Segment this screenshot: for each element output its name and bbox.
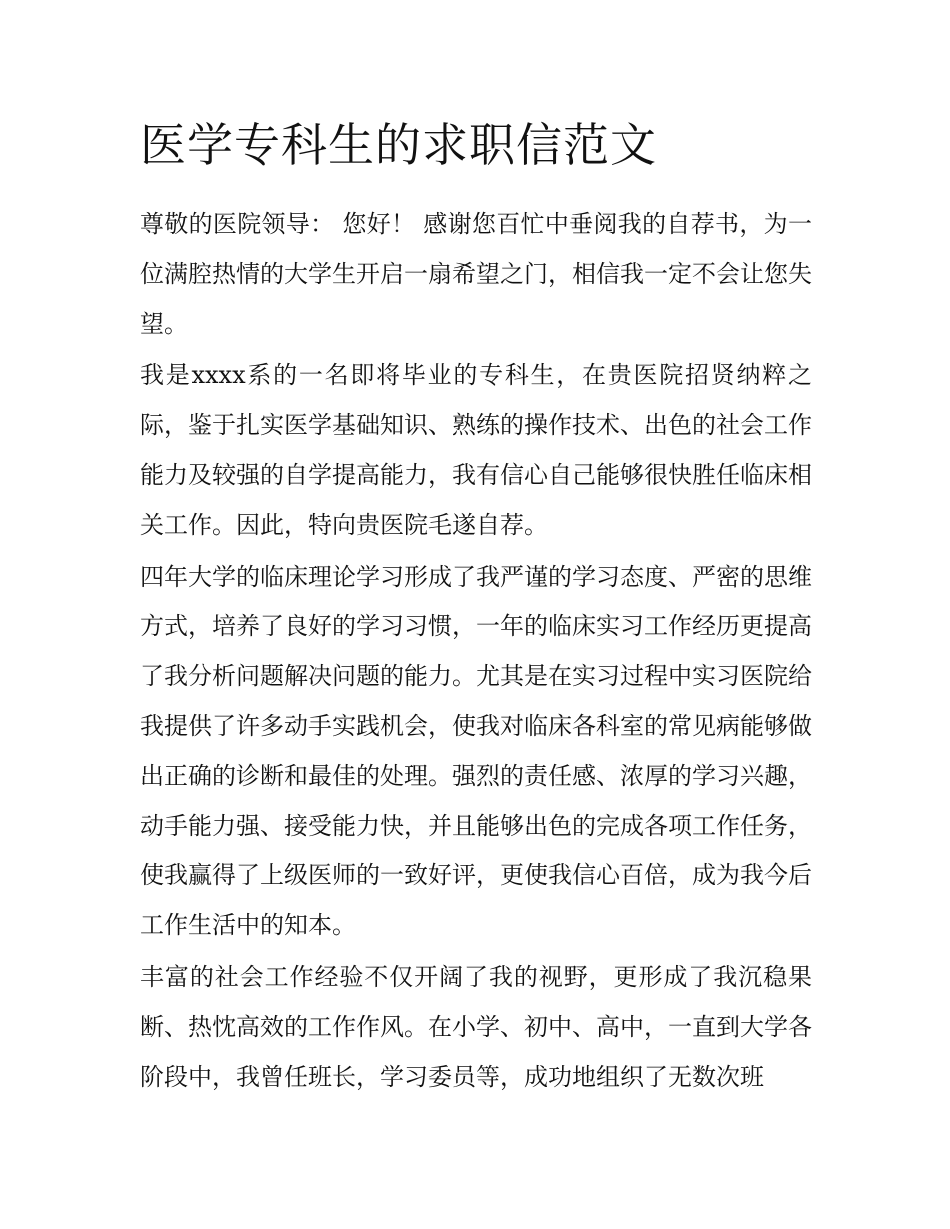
document-title: 医学专科生的求职信范文 [140, 118, 657, 172]
paragraph-introduction: 我是xxxx系的一名即将毕业的专科生，在贵医院招贤纳粹之际，鉴于扎实医学基础知识、熟练的操作技术、出色的社会工作能力及较强的自学提高能力，我有信心自己能够很快胜任临床相关工作。因此，特向贵医院毛遂自荐。 [140, 361, 812, 539]
paragraph-experience: 丰富的社会工作经验不仅开阔了我的视野，更形成了我沉稳果断、热忱高效的工作作风。在小学、初中、高中，一直到大学各阶段中，我曾任班长，学习委员等，成功地组织了无数次班 [140, 962, 812, 1091]
paragraph-education: 四年大学的临床理论学习形成了我严谨的学习态度、严密的思维方式，培养了良好的学习习惯，一年的临床实习工作经历更提高了我分析问题解决问题的能力。尤其是在实习过程中实习医院给我提供了许多动手实践机会，使我对临床各科室的常见病能够做出正确的诊断和最佳的处理。强烈的责任感、浓厚的学习兴趣，动手能力强、接受能力快，并且能够出色的完成各项工作任务，使我赢得了上级医师的一致好评，更使我信心百倍，成为我今后工作生活中的知本。 [140, 562, 812, 940]
paragraph-greeting: 尊敬的医院领导： 您好！ 感谢您百忙中垂阅我的自荐书，为一位满腔热情的大学生开启一扇希望之门，相信我一定不会让您失望。 [140, 210, 812, 338]
document-body [140, 200, 812, 1104]
